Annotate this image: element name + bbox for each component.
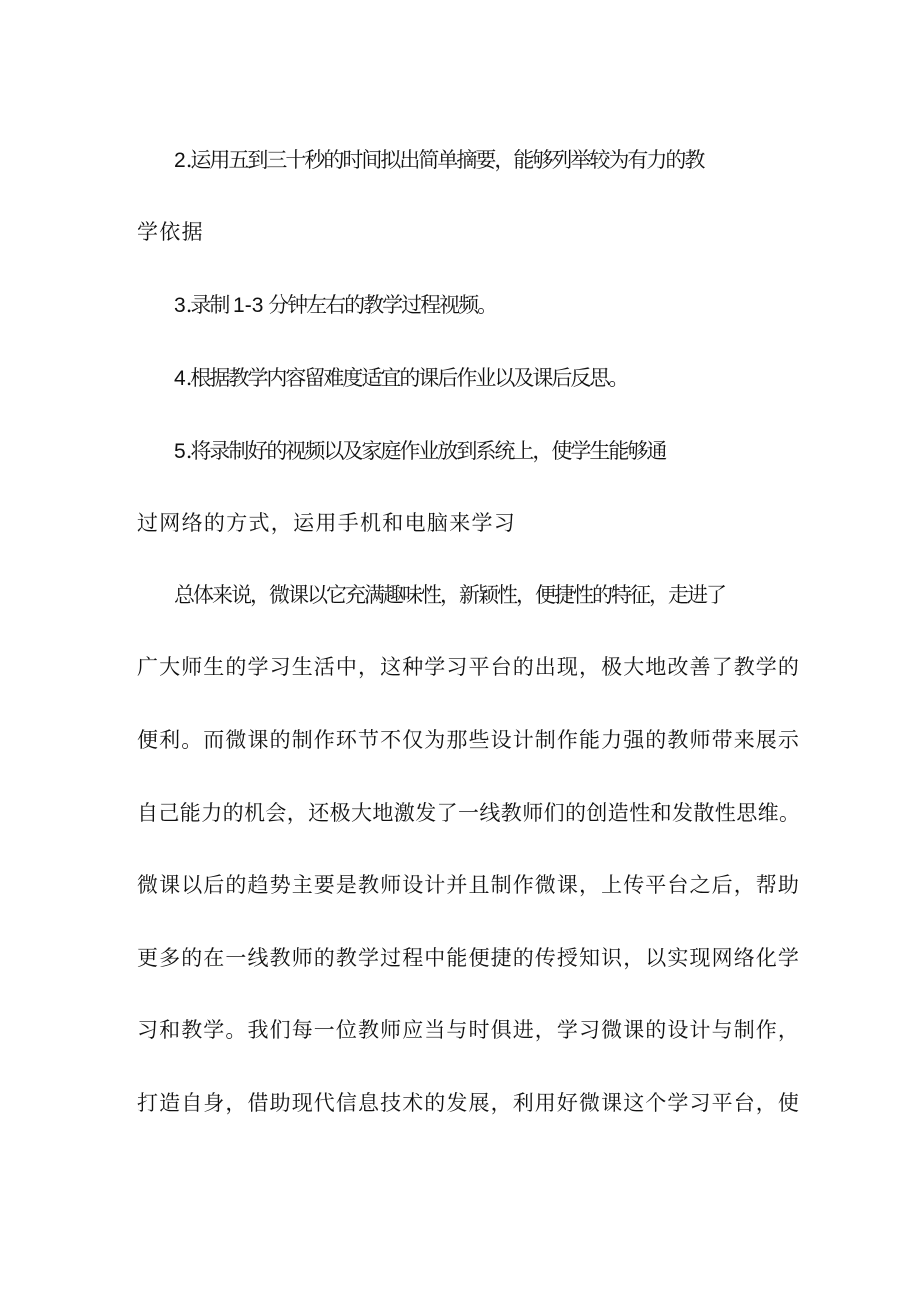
list-item-5-line-1 (174, 436, 834, 467)
list-item-3-line-1 (174, 290, 834, 321)
paragraph-line: 自己能力的机会，还极大地激发了一线教师们的创造性和发散性思维。 (137, 801, 801, 825)
list-item-4-line-1 (174, 363, 834, 394)
list-item-text: .录制 (185, 293, 234, 317)
list-item-number: 5 (174, 440, 186, 463)
list-item-text: 分钟左右的教学过程视频。 (263, 293, 497, 317)
list-item-number: 2 (174, 149, 186, 172)
paragraph-line: 便利。而微课的制作环节不仅为那些设计制作能力强的教师带来展示 (137, 728, 800, 752)
paragraph-line: 微课以后的趋势主要是教师设计并且制作微课，上传平台之后，帮助 (137, 873, 800, 897)
list-item-text: .根据教学内容留难度适宜的课后作业以及课后反思。 (185, 366, 628, 390)
list-item-number: 4 (174, 367, 186, 390)
paragraph-line: 习和教学。我们每一位教师应当与时俱进，学习微课的设计与制作， (137, 1018, 800, 1042)
list-item-2-line-2: 学依据 (137, 220, 204, 244)
list-item-text: .将录制好的视频以及家庭作业放到系统上，使学生能够通 (185, 439, 666, 463)
paragraph-line: 打造自身，借助现代信息技术的发展，利用好微课这个学习平台，使 (137, 1091, 800, 1115)
paragraph-line: 总体来说，微课以它充满趣味性，新颖性，便捷性的特征，走进了 (174, 583, 725, 607)
list-item-text: .运用五到三十秒的时间拟出简单摘要，能够列举较为有力的教 (185, 148, 704, 172)
duration-range: 1-3 (233, 294, 264, 317)
list-item-5-line-2: 过网络的方式，运用手机和电脑来学习 (137, 511, 517, 535)
paragraph-line: 更多的在一线教师的教学过程中能便捷的传授知识，以实现网络化学 (137, 946, 800, 970)
paragraph-line: 广大师生的学习生活中，这种学习平台的出现，极大地改善了教学的 (137, 655, 800, 679)
list-item-2-line-1 (174, 145, 834, 176)
list-item-number: 3 (174, 294, 186, 317)
